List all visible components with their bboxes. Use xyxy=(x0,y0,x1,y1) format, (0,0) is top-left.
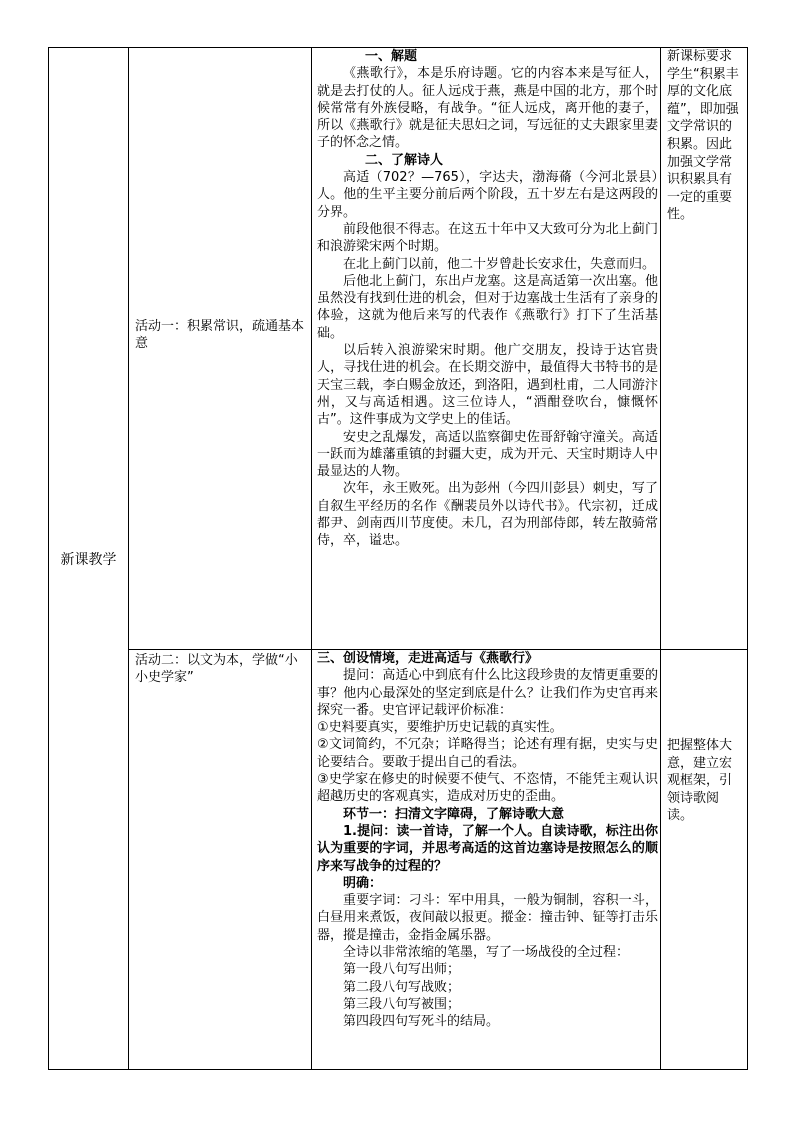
table-row xyxy=(49,48,748,650)
content-paragraph: ②文词简约，不冗杂；详略得当；论述有理有据，史实与史论要结合。要敢于提出自己的看法。 xyxy=(317,737,658,770)
content-paragraph: 二、了解诗人 xyxy=(365,152,444,168)
content-paragraph: ③史学家在修史的时候要不使气、不恣情，不能凭主观认识超越历史的客观真实，造成对历史的歪曲。 xyxy=(317,772,658,805)
content-paragraph: 第三段八句写被围； xyxy=(343,996,461,1012)
activity-label: 活动二：以文为本，学做“小小史学家” xyxy=(135,653,298,685)
activity-cell xyxy=(129,48,312,650)
content-paragraph: 三、创设情境，走进高适与《燕歌行》 xyxy=(317,651,539,666)
content-paragraph: 第二段八句写战败； xyxy=(343,979,461,995)
design-intent: 把握整体大意，建立宏观框架，引领诗歌阅读。 xyxy=(667,738,733,824)
intent-cell xyxy=(661,48,748,650)
stage-cell xyxy=(49,48,129,1070)
content-paragraph: ①史料要真实，要维护历史记载的真实性。 xyxy=(317,720,563,736)
content-paragraph: 高适（702？—765），字达夫，渤海蓨（今河北景县）人。他的生平主要分前后两个阶段，五十岁左右是这两段的分界。 xyxy=(317,170,658,220)
activity-content xyxy=(312,650,660,1031)
activity-cell xyxy=(129,650,312,1070)
lesson-plan-table xyxy=(48,47,748,1070)
activity-label: 活动一：积累常识，疏通基本意 xyxy=(135,319,305,351)
content-paragraph: 在北上蓟门以前，他二十岁曾赴长安求仕，失意而归。 xyxy=(343,256,656,272)
content-paragraph: 全诗以非常浓缩的笔墨，写了一场战役的全过程： xyxy=(343,945,630,961)
content-paragraph: 第一段八句写出师； xyxy=(343,962,461,978)
intent-cell xyxy=(661,650,748,1070)
content-cell xyxy=(312,650,661,1070)
stage-label: 新课教学 xyxy=(60,551,117,568)
content-paragraph: 明确： xyxy=(343,875,383,891)
content-cell xyxy=(312,48,661,650)
content-paragraph: 安史之乱爆发，高适以监察御史佐哥舒翰守潼关。高适一跃而为雄藩重镇的封疆大吏，成为开元、天宝时期诗人中最显达的人物。 xyxy=(317,429,658,480)
content-paragraph: 前段他很不得志。在这五十年中又大致可分为北上蓟门和浪游梁宋两个时期。 xyxy=(317,221,658,255)
table-row xyxy=(49,650,748,1070)
content-paragraph: 次年，永王败死。出为彭州（今四川彭县）刺史，写了自叙生平经历的名作《酬裴员外以诗代书》。代宗初，迁成都尹、剑南西川节度使。未几，召为刑部侍郎，转左散骑常侍，卒，谥忠。 xyxy=(317,481,658,549)
content-paragraph: 重要字词：刁斗：军中用具，一般为铜制，容积一斗，白昼用来煮饭，夜间敲以报更。摐金：撞击钟、钲等打击乐器，摐是撞击，金指金属乐器。 xyxy=(317,893,658,943)
content-paragraph: 1.提问：读一首诗，了解一个人。自读诗歌，标注出你认为重要的字词，并思考高适的这首边塞诗是按照怎么的顺序来写战争的过程的？ xyxy=(317,823,658,874)
activity-content xyxy=(312,48,660,550)
content-paragraph: 以后转入浪游梁宋时期。他广交朋友，投诗于达官贵人，寻找仕进的机会。在长期交游中，最值得大书特书的是天宝三载，李白赐金放还，到洛阳，遇到杜甫，二人同游汴州，又与高适相遇。这三位诗人，“酒酣登吹台，慷慨怀古”。这件事成为文学史上的佳话。 xyxy=(317,343,658,428)
content-paragraph: 第四段四句写死斗的结局。 xyxy=(343,1014,500,1030)
content-paragraph: 《燕歌行》，本是乐府诗题。它的内容本来是写征人，就是去打仗的人。征人远戍于燕，燕是中国的北方，那个时候常常有外族侵略，有战争。“征人远戍，离开他的妻子，所以《燕歌行》就是征夫思妇之词，写远征的丈夫跟家里妻子的怀念之情。 xyxy=(317,66,658,151)
content-paragraph: 后他北上蓟门，东出卢龙塞。这是高适第一次出塞。他虽然没有找到仕进的机会，但对于边塞战士生活有了亲身的体验，这就为他后来写的代表作《燕歌行》打下了生活基础。 xyxy=(317,273,658,341)
content-paragraph: 提问：高适心中到底有什么比这段珍贵的友情更重要的事？他内心最深处的坚定到底是什么？让我们作为史官再来探究一番。史官评记载评价标准： xyxy=(317,668,658,718)
content-paragraph: 一、解题 xyxy=(365,49,418,64)
design-intent: 新课标要求学生“积累丰厚的文化底蕴”，即加强文学常识的积累。因此加强文学常识积累具有一定的重要性。 xyxy=(667,49,739,223)
content-paragraph: 环节一：扫清文字障碍，了解诗歌大意 xyxy=(343,806,565,822)
